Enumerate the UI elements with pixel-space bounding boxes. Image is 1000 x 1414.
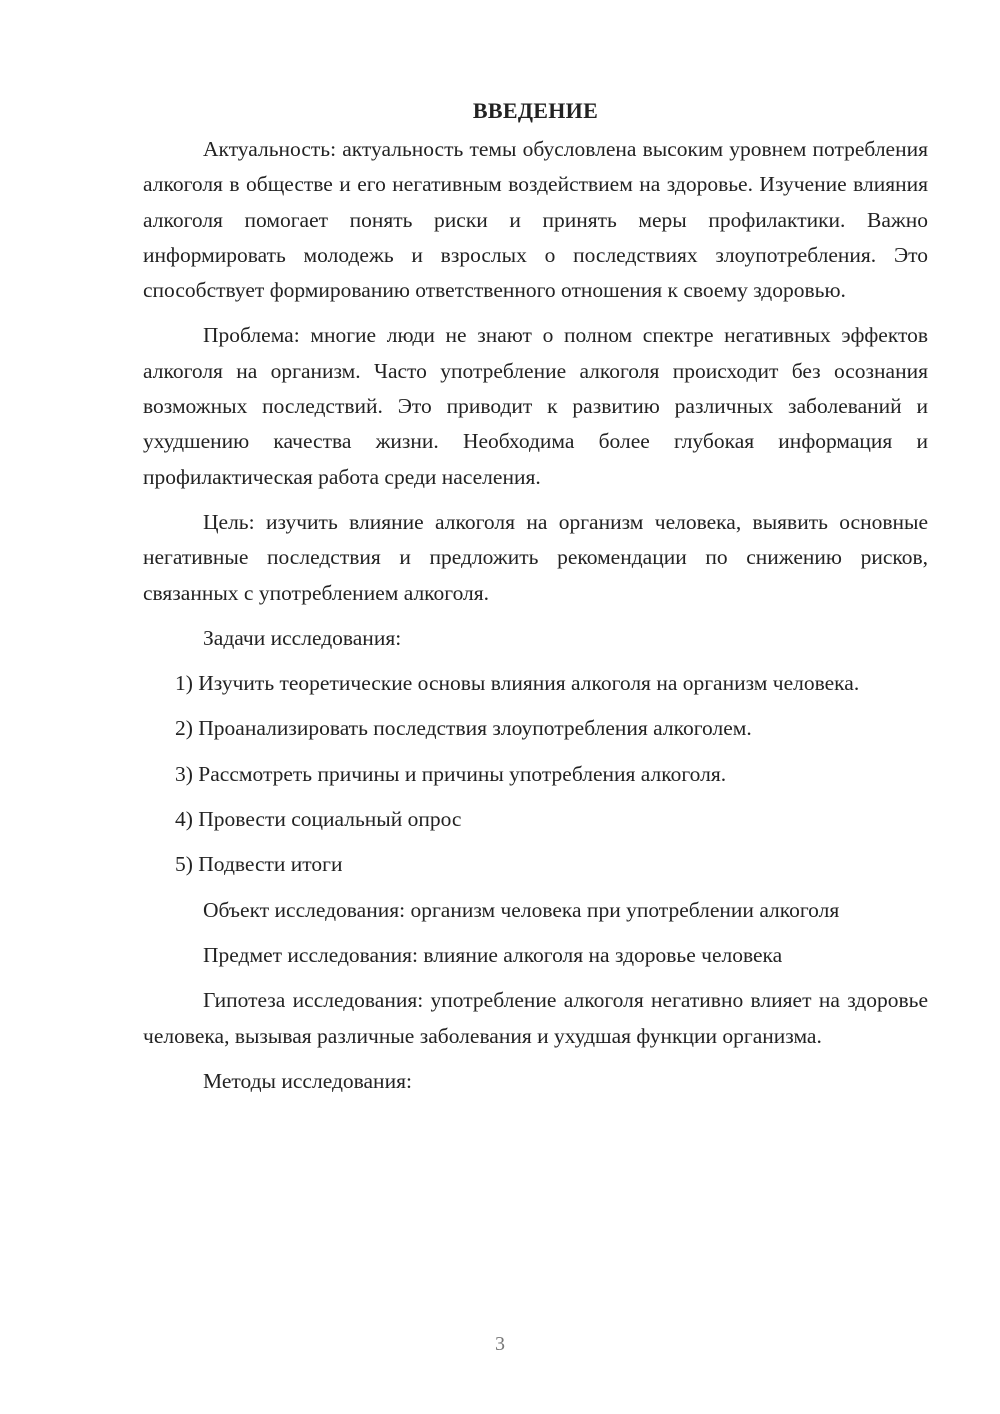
- task-item-4: 4) Провести социальный опрос: [175, 807, 462, 832]
- page-number: 3: [495, 1333, 505, 1355]
- problem-paragraph: Проблема: многие люди не знают о полном спектре негативных эффектов алкоголя на организм. Часто употребление алкоголя происходит без осознания возможных последствий. Это приводит к развитию различных заболеваний и ухудшению качества жизни. Необходима более глубокая информация и профилактическая работа среди населения.: [143, 323, 928, 489]
- subject-paragraph: Предмет исследования: влияние алкоголя на здоровье человека: [203, 942, 783, 967]
- task-item-2: 2) Проанализировать последствия злоупотребления алкоголем.: [175, 716, 752, 741]
- hypothesis-paragraph: Гипотеза исследования: употребление алкоголя негативно влияет на здоровье человека, вызывая различные заболевания и ухудшая функции организма.: [143, 988, 928, 1048]
- object-paragraph: Объект исследования: организм человека при употреблении алкоголя: [203, 897, 840, 922]
- page-title: ВВЕДЕНИЕ: [472, 98, 599, 123]
- methods-paragraph: Методы исследования:: [203, 1068, 412, 1093]
- relevance-paragraph: Актуальность: актуальность темы обусловлена высоким уровнем потребления алкоголя в обществе и его негативным воздействием на здоровье. Изучение влияния алкоголя помогает понять риски и принять меры профилактики. Важно информировать молодежь и взрослых о последствиях злоупотребления. Это способствует формированию ответственного отношения к своему здоровью.: [143, 137, 928, 303]
- tasks-list: [143, 666, 928, 882]
- tasks-heading: Задачи исследования:: [203, 625, 402, 650]
- task-item-3: 3) Рассмотреть причины и причины употребления алкоголя.: [175, 761, 727, 786]
- document-page: [143, 93, 928, 1109]
- task-item-1: 1) Изучить теоретические основы влияния алкоголя на организм человека.: [175, 671, 860, 696]
- task-item-5: 5) Подвести итоги: [175, 852, 343, 877]
- goal-paragraph: Цель: изучить влияние алкоголя на организм человека, выявить основные негативные последствия и предложить рекомендации по снижению рисков, связанных с употреблением алкоголя.: [143, 509, 928, 605]
